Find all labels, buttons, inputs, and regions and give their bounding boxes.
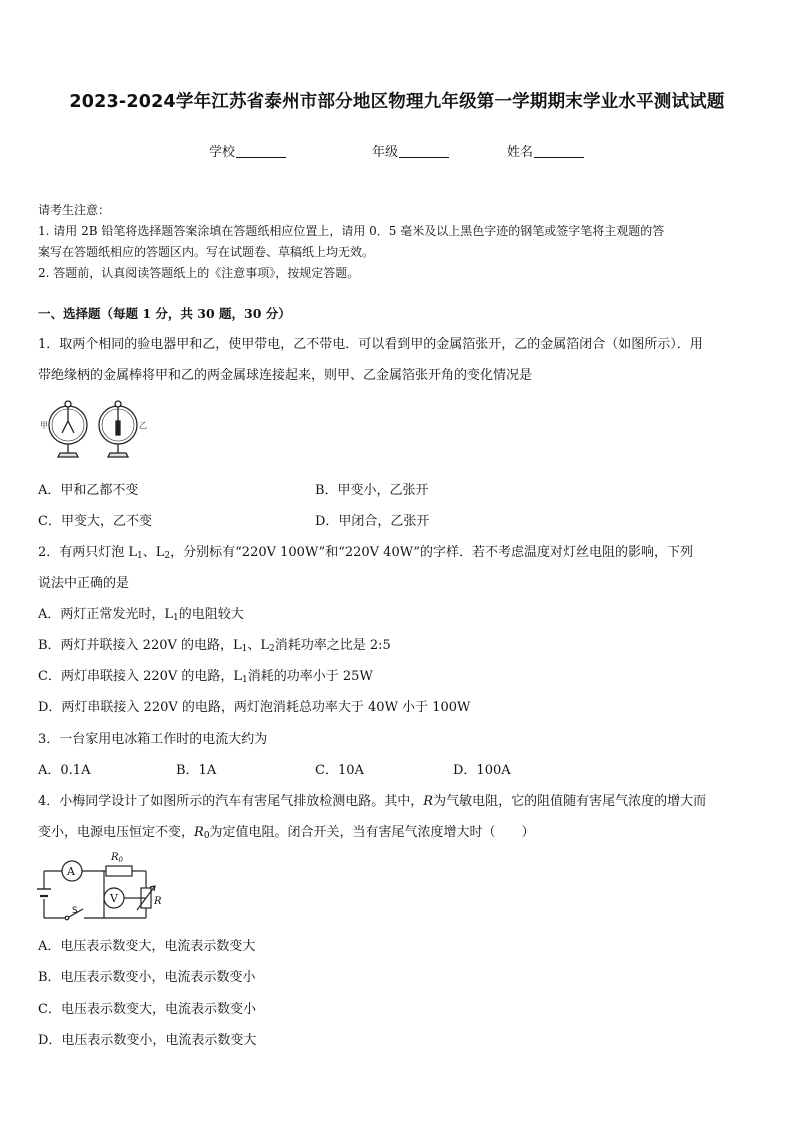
switch-label: S <box>72 906 78 916</box>
name-field <box>507 141 584 160</box>
q2-option-a: A．两灯正常发光时，$L_1$的电阻较大 <box>38 607 244 623</box>
voltmeter-label: V <box>110 892 118 905</box>
q4-line1: 4．小梅同学设计了如图所示的汽车有害尾气排放检测电路。其中，R为气敏电阻，它的阻值随有害尾气浓度的增大而 <box>38 794 707 809</box>
notice-item-1b: 案写在答题纸相应的答题区内。写在试题卷、草稿纸上均无效。 <box>38 245 375 259</box>
q3-line1: 3．一台家用电冰箱工作时的电流大约为 <box>38 732 268 747</box>
label-jia: 甲 <box>40 421 48 430</box>
electroscope-figure <box>38 395 150 465</box>
school-label: 学校 <box>209 145 236 160</box>
notice-item-1a: 1. 请用 2B 铅笔将选择题答案涂填在答题纸相应位置上，请用 0．5 毫米及以上黑色字迹的钢笔或签字笔将主观题的答 <box>38 224 665 238</box>
grade-blank <box>399 145 449 158</box>
q1-option-b: B．甲变小，乙张开 <box>315 483 429 498</box>
electroscope-a <box>49 401 87 457</box>
q2-option-d: D．两灯串联接入 220V 的电路，两灯泡消耗总功率大于 40W 小于 100W <box>38 700 471 715</box>
school-field <box>209 141 286 160</box>
r0-label: $R_0$ <box>111 852 123 864</box>
q2-option-b: B．两灯并联接入 220V 的电路，$L_1$、$L_2$消耗功率之比是 2:5 <box>38 638 391 654</box>
q1-line1: 1．取两个相同的验电器甲和乙，使甲带电，乙不带电．可以看到甲的金属箔张开，乙的金属箔闭合（如图所示）．用 <box>38 337 703 352</box>
notice-heading: 请考生注意： <box>38 203 111 217</box>
circuit-figure <box>36 846 166 926</box>
q4-option-c: C．电压表示数变大，电流表示数变小 <box>38 1002 256 1017</box>
q4-option-a: A．电压表示数变大，电流表示数变大 <box>38 939 256 954</box>
r-label: R <box>154 896 162 907</box>
q2-line1: 2．有两只灯泡 $L_1$、$L_2$，分别标有“220V 100W”和“220V 40W”的字样．若不考虑温度对灯丝电阻的影响，下列 <box>38 545 693 561</box>
q1-line2: 带绝缘柄的金属棒将甲和乙的两金属球连接起来，则甲、乙金属箔张开角的变化情况是 <box>38 368 533 383</box>
q2-option-c: C．两灯串联接入 220V 的电路，$L_1$消耗的功率小于 25W <box>38 669 373 685</box>
q3-option-c: C．10A <box>315 763 364 778</box>
q1-option-c: C．甲变大，乙不变 <box>38 514 152 529</box>
q4-option-d: D．电压表示数变小，电流表示数变大 <box>38 1033 257 1048</box>
grade-label: 年级 <box>372 145 399 160</box>
q4-option-b: B．电压表示数变小，电流表示数变小 <box>38 970 256 985</box>
label-yi: 乙 <box>139 421 147 430</box>
r0-resistor <box>106 866 132 876</box>
name-label: 姓名 <box>507 145 534 160</box>
q1-option-a: A．甲和乙都不变 <box>38 483 139 498</box>
notice-item-2: 2. 答题前，认真阅读答题纸上的《注意事项》，按规定答题。 <box>38 266 360 280</box>
q3-option-a: A．0.1A <box>38 763 91 778</box>
name-blank <box>534 145 584 158</box>
section-heading: 一、选择题（每题 1 分，共 30 题，30 分） <box>38 306 291 321</box>
q1-option-d: D．甲闭合，乙张开 <box>315 514 430 529</box>
q4-line2: 变小，电源电压恒定不变，$R_0$为定值电阻。闭合开关，当有害尾气浓度增大时（ ） <box>38 825 535 841</box>
page-title: 2023-2024学年江苏省泰州市部分地区物理九年级第一学期期末学业水平测试试题 <box>69 92 725 112</box>
q3-option-b: B．1A <box>176 763 217 778</box>
electroscope-b <box>99 401 137 457</box>
school-blank <box>236 145 286 158</box>
q2-line2: 说法中正确的是 <box>38 576 130 591</box>
q3-option-d: D．100A <box>453 763 511 778</box>
ammeter-label: A <box>67 865 75 878</box>
grade-field <box>372 141 449 160</box>
